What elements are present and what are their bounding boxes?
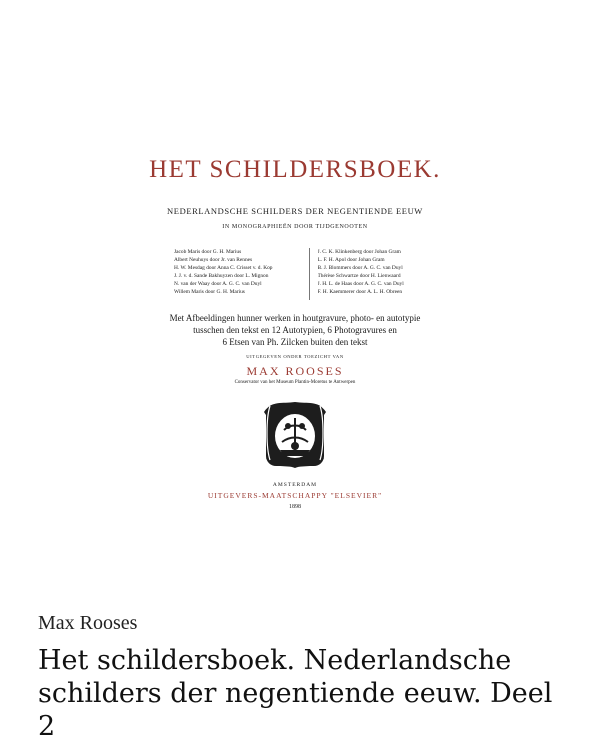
contributor-entry: L. F. H. Apol door Johan Gram bbox=[317, 257, 385, 263]
illustrations-description bbox=[130, 312, 460, 348]
contributor-entry: J. J. v. d. Sande Bakhuyzen door L. Mignon bbox=[174, 273, 269, 279]
editor-name: MAX ROOSES bbox=[246, 364, 344, 378]
editor-role: Conservator van het Museum Plantin-Moretus te Antwerpen bbox=[234, 380, 356, 385]
contributor-entry: Albert Neuhuys door Jr. van Rennes bbox=[174, 257, 253, 263]
contributor-entry: Thérèse Schwartze door H. Lienwaard bbox=[317, 273, 401, 279]
contributor-entry: F. H. Kaemmerer door A. L. H. Obreen bbox=[317, 289, 403, 295]
contributor-entry: J. C. K. Klinkenberg door Johan Gram bbox=[317, 249, 401, 255]
contributor-entry: H. W. Mesdag door Anna C. Crisset v. d. Kop bbox=[174, 265, 273, 271]
description-line: tusschen den tekst en 12 Autotypien, 6 Photogravures en bbox=[193, 325, 397, 335]
contributor-entry: J. H. L. de Haas door A. G. C. van Duyl bbox=[317, 281, 404, 287]
book-author[interactable]: Max Rooses bbox=[38, 612, 138, 634]
editor-label: UITGEGEVEN ONDER TOEZICHT VAN bbox=[246, 354, 344, 359]
cover-title: HET SCHILDERSBOEK. bbox=[149, 156, 441, 183]
publication-place: AMSTERDAM bbox=[272, 482, 318, 488]
book-title[interactable]: Het schildersboek. Nederlandsche schilders der negentiende eeuw. Deel 2 bbox=[38, 645, 553, 742]
cover-subtitle-secondary: IN MONOGRAPHIEËN DOOR TIJDGENOOTEN bbox=[222, 224, 368, 230]
contributors-left-column bbox=[174, 248, 310, 300]
cover-subtitle: NEDERLANDSCHE SCHILDERS DER NEGENTIENDE EEUW bbox=[167, 206, 423, 216]
description-line: Met Afbeeldingen hunner werken in houtgravure, photo- en autotypie bbox=[169, 313, 421, 323]
publication-year: 1898 bbox=[289, 504, 301, 510]
contributors-list bbox=[174, 248, 446, 300]
printers-mark-icon bbox=[262, 398, 328, 470]
contributor-entry: Jacob Maris door G. H. Marius bbox=[174, 249, 242, 255]
contributor-entry: Willem Maris door G. H. Marius bbox=[174, 289, 245, 295]
contributor-entry: N. van der Waay door A. G. C. van Duyl bbox=[174, 281, 262, 287]
contributors-right-column bbox=[310, 248, 447, 300]
description-line: 6 Etsen van Ph. Zilcken buiten den tekst bbox=[222, 337, 368, 347]
publisher-name: UITGEVERS-MAATSCHAPPY "ELSEVIER" bbox=[207, 491, 383, 500]
book-cover[interactable] bbox=[130, 140, 460, 530]
contributor-entry: B. J. Blommers door A. G. C. van Duyl bbox=[317, 265, 403, 271]
